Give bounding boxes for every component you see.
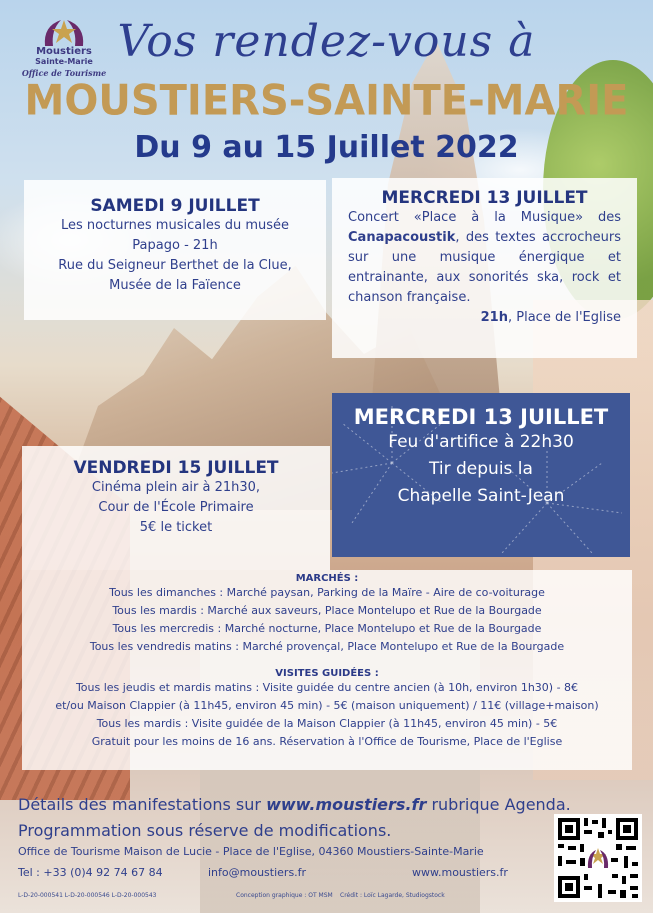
footer-credit: Crédit : Loïc Lagarde, Studiogstock — [340, 892, 445, 899]
event-mercredi-concert-text — [332, 208, 637, 328]
qr-code-graphic — [554, 814, 642, 902]
event-fireworks-line1: Feu d'artifice à 22h30 — [388, 432, 574, 452]
details-pre: Détails des manifestations sur — [18, 795, 267, 814]
footer-address: Office de Tourisme Maison de Lucie - Place de l'Eglise, 04360 Moustiers-Sainte-Marie — [18, 845, 484, 858]
concert-desc: , des textes accrocheurs sur une musique énergique et entrainante, aux sonorités ska, rock et chanson française. — [348, 230, 621, 305]
concert-lead: Concert «Place à la Musique» des — [348, 210, 621, 225]
event-vendredi-title: VENDREDI 15 JUILLET — [73, 458, 279, 478]
tours-heading: VISITES GUIDÉES : — [275, 668, 379, 679]
footer-phone: Tel : +33 (0)4 92 74 67 84 — [18, 866, 163, 879]
event-samedi — [24, 180, 326, 320]
footer-details — [18, 792, 571, 844]
event-mercredi-concert — [332, 178, 637, 358]
tour-line: Gratuit pour les moins de 16 ans. Réservation à l'Office de Tourisme, Place de l'Eglise — [91, 735, 563, 748]
event-vendredi-line1: Cinéma plein air à 21h30, — [91, 480, 261, 495]
event-fireworks-line2: Tir depuis la — [429, 459, 533, 479]
event-samedi-title: SAMEDI 9 JUILLET — [90, 196, 260, 216]
details-url-link[interactable]: www.moustiers.fr — [266, 795, 427, 814]
event-samedi-line2: Papago - 21h — [132, 238, 218, 253]
logo-text-moustiers: Moustiers — [36, 46, 92, 57]
qr-code-icon[interactable] — [554, 814, 642, 902]
concert-time: 21h — [480, 310, 508, 325]
event-samedi-line3: Rue du Seigneur Berthet de la Clue, — [58, 258, 292, 273]
logo-text-office: Office de Tourisme — [21, 68, 107, 78]
footer-design: Conception graphique : OT MSM — [236, 892, 333, 899]
market-line: Tous les mardis : Marché aux saveurs, Place Montelupo et Rue de la Bourgade — [112, 604, 542, 617]
footer-licence: L-D-20-000541 L-D-20-000546 L-D-20-000543 — [18, 892, 157, 899]
event-fireworks-title: MERCREDI 13 JUILLET — [353, 405, 609, 429]
market-line: Tous les vendredis matins : Marché provençal, Place Montelupo et Rue de la Bourgade — [89, 640, 565, 653]
details-post: rubrique Agenda. — [426, 795, 571, 814]
event-fireworks-line3: Chapelle Saint-Jean — [397, 486, 565, 506]
market-line: Tous les dimanches : Marché paysan, Parking de la Maïre - Aire de co-voiturage — [109, 586, 545, 599]
concert-band: Canapacoustik — [348, 230, 456, 245]
logo-text-sainte-marie: Sainte-Marie — [35, 57, 93, 66]
tour-line: Tous les mardis : Visite guidée de la Maison Clappier (à 11h45, environ 45 min) - 5€ — [96, 717, 558, 730]
footer-email-link[interactable]: info@moustiers.fr — [208, 866, 307, 879]
script-title: Vos rendez-vous à — [117, 16, 536, 67]
tour-line: Tous les jeudis et mardis matins : Visite guidée du centre ancien (à 10h, environ 1h30) - 8€ — [75, 681, 579, 694]
event-samedi-line1: Les nocturnes musicales du musée — [60, 218, 290, 233]
event-vendredi — [22, 446, 330, 570]
tour-line: et/ou Maison Clappier (à 11h45, environ 45 min) - 5€ (maison uniquement) / 11€ (village+maison) — [55, 699, 599, 712]
event-vendredi-line3: 5€ le ticket — [139, 520, 213, 535]
event-vendredi-line2: Cour de l'École Primaire — [98, 500, 254, 515]
event-mercredi-concert-title: MERCREDI 13 JUILLET — [381, 188, 588, 208]
footer-website-link[interactable]: www.moustiers.fr — [412, 866, 508, 879]
markets-heading: MARCHÉS : — [295, 573, 359, 584]
event-fireworks — [332, 393, 630, 557]
concert-place: , Place de l'Eglise — [508, 310, 621, 325]
market-line: Tous les mercredis : Marché nocturne, Place Montelupo et Rue de la Bourgade — [112, 622, 542, 635]
event-samedi-line4: Musée de la Faïence — [109, 278, 241, 293]
footer-disclaimer: Programmation sous réserve de modifications. — [18, 821, 392, 840]
date-range: Du 9 au 15 Juillet 2022 — [134, 130, 519, 165]
markets-and-tours — [22, 570, 632, 770]
main-title: MOUSTIERS-SAINTE-MARIE — [24, 76, 629, 126]
